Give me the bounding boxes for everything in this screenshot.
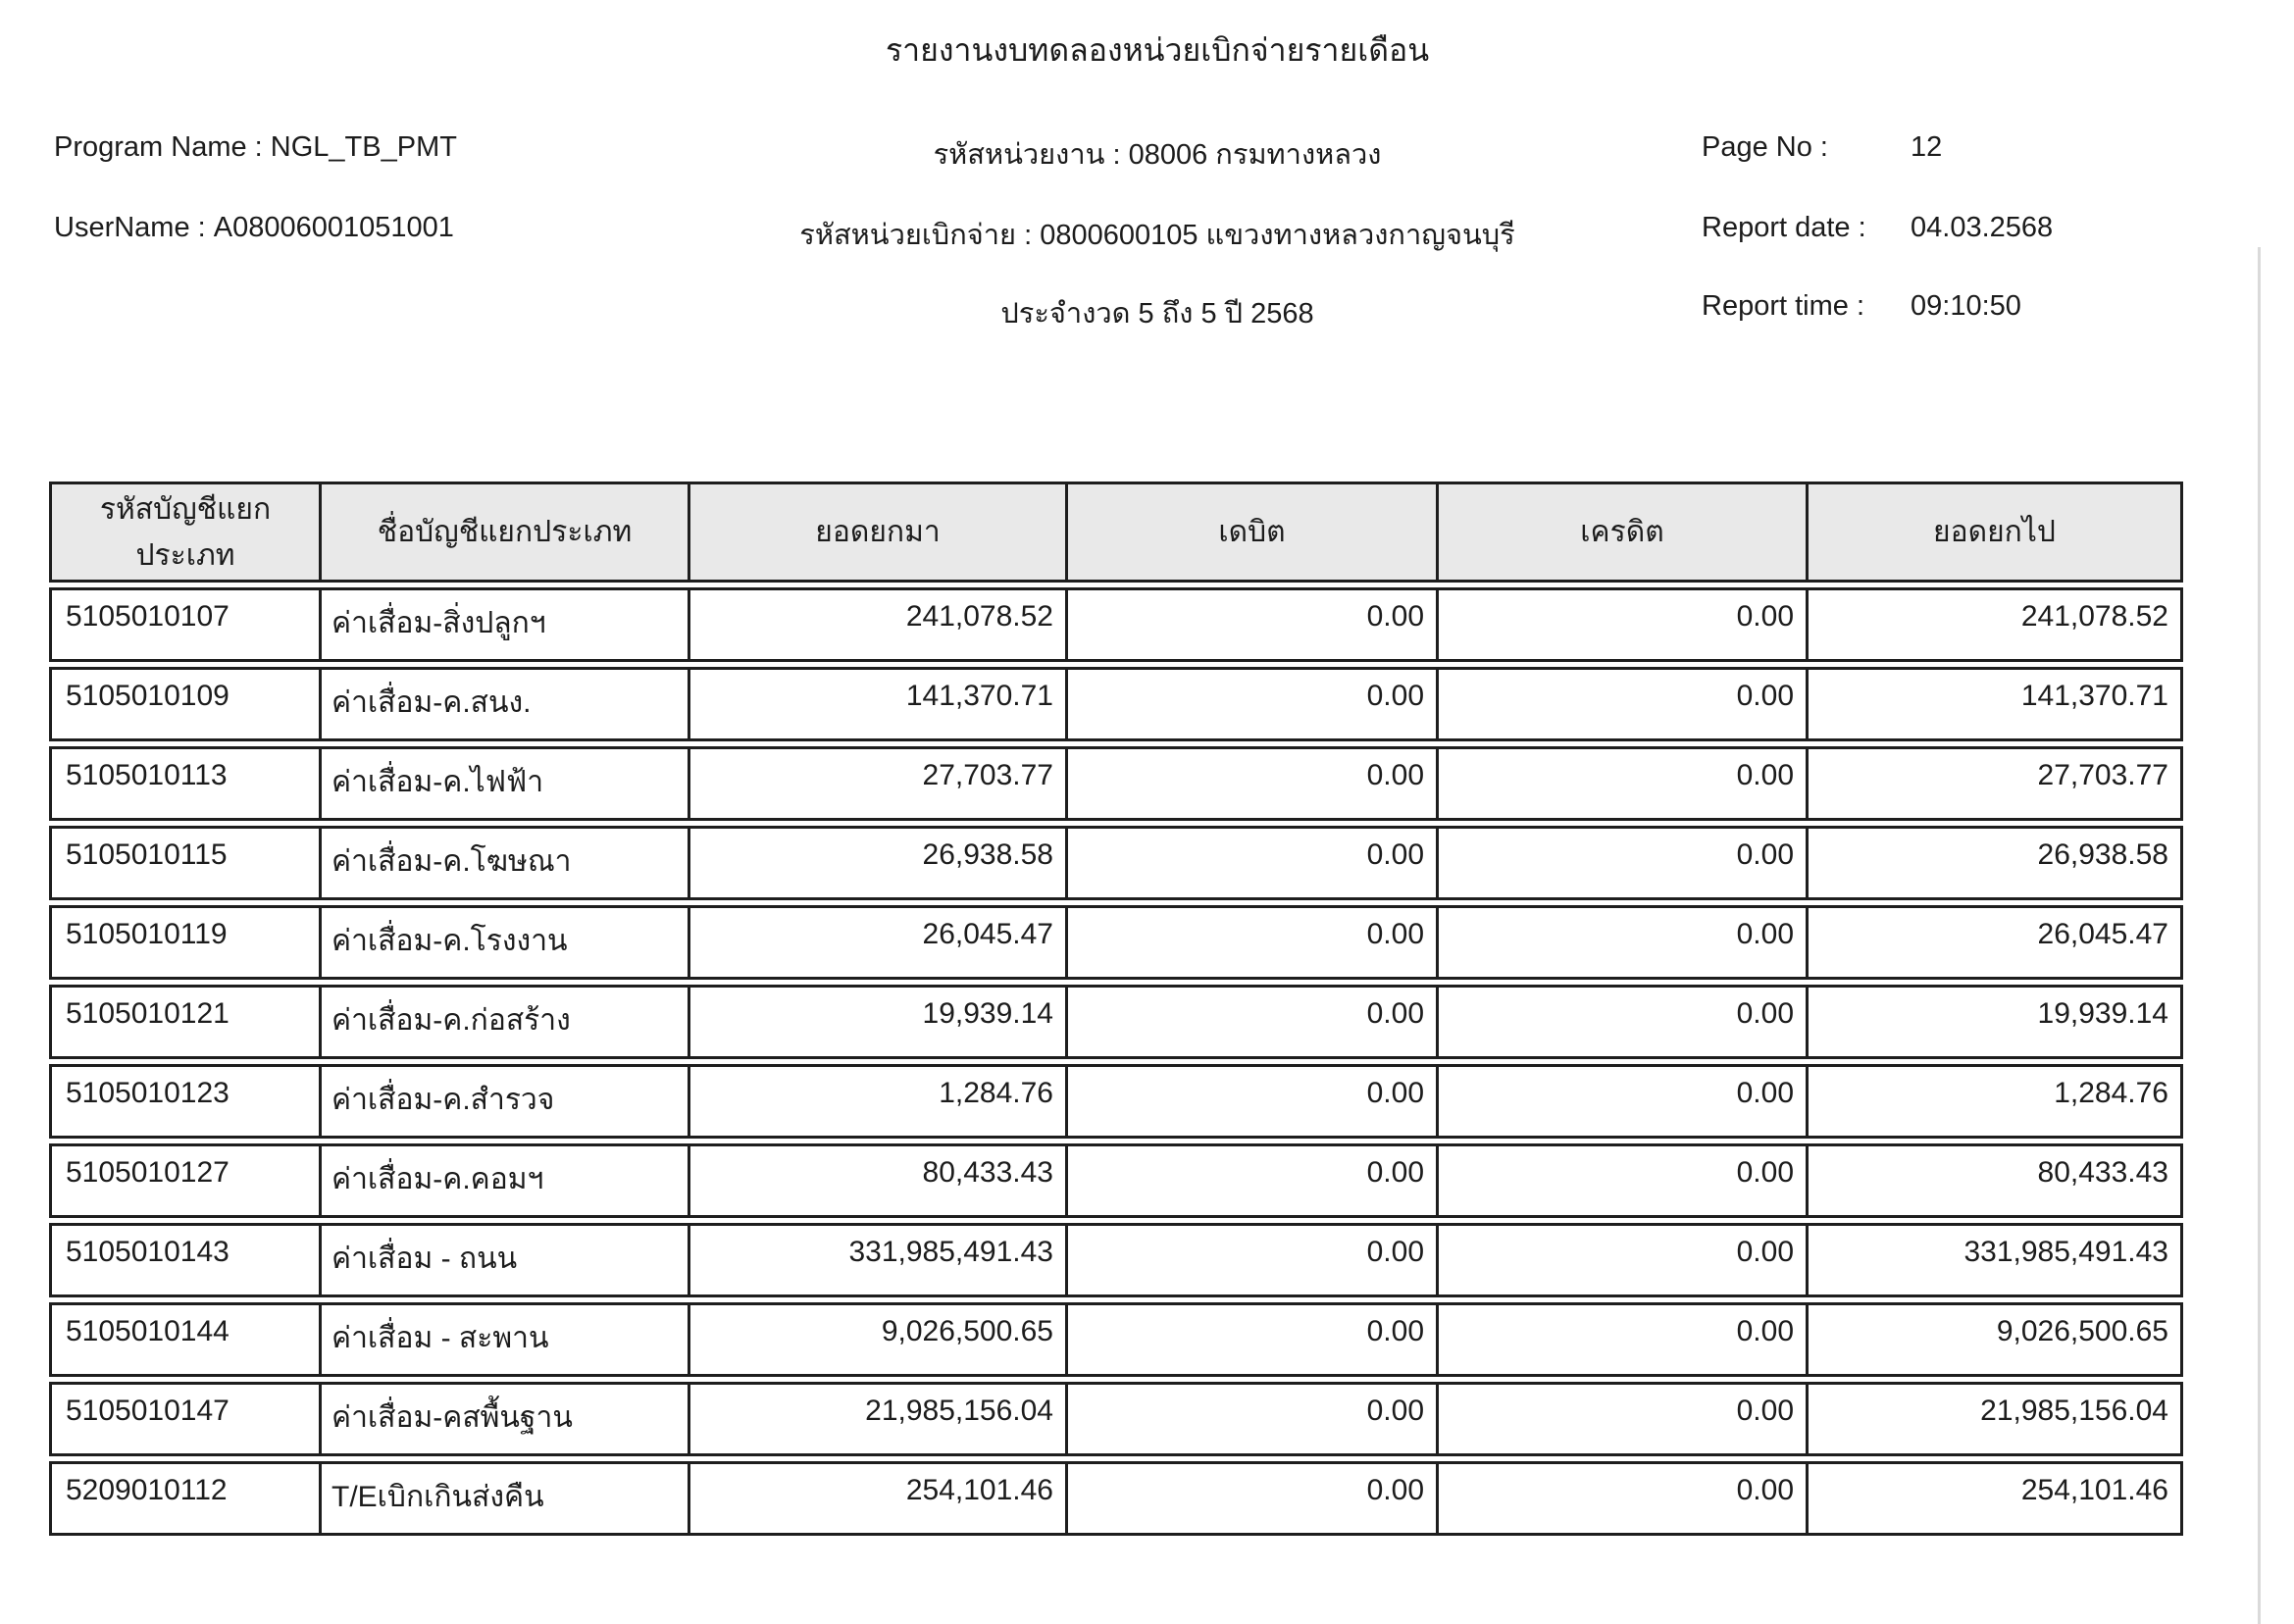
username-label: UserName : bbox=[54, 212, 206, 243]
account-name-cell: ค่าเสื่อม-ค.คอมฯ bbox=[319, 1143, 688, 1218]
account-name-cell: T/Eเบิกเกินส่งคืน bbox=[319, 1461, 688, 1536]
trial-balance-table bbox=[49, 477, 2183, 1541]
credit-cell: 0.00 bbox=[1436, 1223, 1806, 1297]
balance-carry-cell: 331,985,491.43 bbox=[1806, 1223, 2183, 1297]
balance-forward-cell: 80,433.43 bbox=[688, 1143, 1065, 1218]
account-code-cell: 5105010127 bbox=[49, 1143, 319, 1218]
debit-cell: 0.00 bbox=[1065, 1302, 1436, 1377]
table-header-row bbox=[49, 482, 2183, 583]
debit-cell: 0.00 bbox=[1065, 746, 1436, 821]
debit-cell: 0.00 bbox=[1065, 1223, 1436, 1297]
trial-balance-table-wrap bbox=[49, 477, 2183, 1541]
debit-cell: 0.00 bbox=[1065, 1143, 1436, 1218]
credit-cell: 0.00 bbox=[1436, 1064, 1806, 1139]
report-time-line bbox=[1702, 290, 2021, 323]
table-row bbox=[49, 826, 2183, 900]
debit-cell: 0.00 bbox=[1065, 1461, 1436, 1536]
header-account-code: รหัสบัญชีแยกประเภท bbox=[49, 482, 319, 583]
report-time-label: Report time : bbox=[1702, 290, 1864, 322]
page-no-value: 12 bbox=[1911, 131, 1943, 163]
credit-cell: 0.00 bbox=[1436, 1461, 1806, 1536]
balance-carry-cell: 9,026,500.65 bbox=[1806, 1302, 2183, 1377]
credit-cell: 0.00 bbox=[1436, 1302, 1806, 1377]
account-code-cell: 5105010143 bbox=[49, 1223, 319, 1297]
page-no-label: Page No : bbox=[1702, 131, 1828, 163]
balance-carry-cell: 19,939.14 bbox=[1806, 985, 2183, 1059]
account-name-cell: ค่าเสื่อม-ค.โรงงาน bbox=[319, 905, 688, 980]
table-row bbox=[49, 1461, 2183, 1536]
account-name-cell: ค่าเสื่อม-ค.ไฟฟ้า bbox=[319, 746, 688, 821]
credit-cell: 0.00 bbox=[1436, 985, 1806, 1059]
balance-forward-cell: 21,985,156.04 bbox=[688, 1382, 1065, 1456]
header-account-name: ชื่อบัญชีแยกประเภท bbox=[319, 482, 688, 583]
balance-carry-cell: 27,703.77 bbox=[1806, 746, 2183, 821]
debit-cell: 0.00 bbox=[1065, 587, 1436, 662]
table-row bbox=[49, 1223, 2183, 1297]
account-code-cell: 5105010119 bbox=[49, 905, 319, 980]
credit-cell: 0.00 bbox=[1436, 905, 1806, 980]
account-code-cell: 5105010115 bbox=[49, 826, 319, 900]
account-code-cell: 5105010144 bbox=[49, 1302, 319, 1377]
account-name-cell: ค่าเสื่อม-ค.ก่อสร้าง bbox=[319, 985, 688, 1059]
credit-cell: 0.00 bbox=[1436, 587, 1806, 662]
report-date-label: Report date : bbox=[1702, 212, 1866, 243]
username-line bbox=[54, 212, 454, 244]
program-name-label: Program Name : bbox=[54, 131, 263, 163]
username-value: A08006001051001 bbox=[213, 212, 454, 243]
account-name-cell: ค่าเสื่อม-ค.โฆษณา bbox=[319, 826, 688, 900]
balance-carry-cell: 254,101.46 bbox=[1806, 1461, 2183, 1536]
period-line: ประจำงวด 5 ถึง 5 ปี 2568 bbox=[1000, 298, 1314, 330]
account-code-cell: 5209010112 bbox=[49, 1461, 319, 1536]
table-row bbox=[49, 905, 2183, 980]
page-no-line bbox=[1702, 131, 1942, 164]
account-code-cell: 5105010113 bbox=[49, 746, 319, 821]
balance-carry-cell: 21,985,156.04 bbox=[1806, 1382, 2183, 1456]
debit-cell: 0.00 bbox=[1065, 826, 1436, 900]
account-code-cell: 5105010109 bbox=[49, 667, 319, 741]
balance-forward-cell: 254,101.46 bbox=[688, 1461, 1065, 1536]
balance-forward-cell: 26,938.58 bbox=[688, 826, 1065, 900]
credit-cell: 0.00 bbox=[1436, 746, 1806, 821]
credit-cell: 0.00 bbox=[1436, 826, 1806, 900]
debit-cell: 0.00 bbox=[1065, 985, 1436, 1059]
balance-forward-cell: 241,078.52 bbox=[688, 587, 1065, 662]
header-debit: เดบิต bbox=[1065, 482, 1436, 583]
balance-carry-cell: 26,045.47 bbox=[1806, 905, 2183, 980]
table-row bbox=[49, 1302, 2183, 1377]
report-date-value: 04.03.2568 bbox=[1911, 212, 2054, 243]
credit-cell: 0.00 bbox=[1436, 667, 1806, 741]
account-name-cell: ค่าเสื่อม-ค.สำรวจ bbox=[319, 1064, 688, 1139]
account-code-cell: 5105010147 bbox=[49, 1382, 319, 1456]
header-credit: เครดิต bbox=[1436, 482, 1806, 583]
agency-line: รหัสหน่วยงาน : 08006 กรมทางหลวง bbox=[933, 139, 1382, 171]
credit-cell: 0.00 bbox=[1436, 1382, 1806, 1456]
table-row bbox=[49, 1064, 2183, 1139]
balance-carry-cell: 241,078.52 bbox=[1806, 587, 2183, 662]
balance-carry-cell: 26,938.58 bbox=[1806, 826, 2183, 900]
balance-carry-cell: 1,284.76 bbox=[1806, 1064, 2183, 1139]
credit-cell: 0.00 bbox=[1436, 1143, 1806, 1218]
report-date-line bbox=[1702, 212, 2053, 244]
scan-edge-artifact bbox=[2258, 247, 2261, 1624]
account-name-cell: ค่าเสื่อม-คสพื้นฐาน bbox=[319, 1382, 688, 1456]
debit-cell: 0.00 bbox=[1065, 1064, 1436, 1139]
table-row bbox=[49, 985, 2183, 1059]
balance-forward-cell: 141,370.71 bbox=[688, 667, 1065, 741]
account-name-cell: ค่าเสื่อม-สิ่งปลูกฯ bbox=[319, 587, 688, 662]
balance-forward-cell: 1,284.76 bbox=[688, 1064, 1065, 1139]
header-balance-forward: ยอดยกมา bbox=[688, 482, 1065, 583]
table-row bbox=[49, 1382, 2183, 1456]
disbursement-unit-line: รหัสหน่วยเบิกจ่าย : 0800600105 แขวงทางหลวงกาญจนบุรี bbox=[799, 220, 1515, 251]
table-row bbox=[49, 1143, 2183, 1218]
balance-forward-cell: 9,026,500.65 bbox=[688, 1302, 1065, 1377]
balance-carry-cell: 80,433.43 bbox=[1806, 1143, 2183, 1218]
account-code-cell: 5105010123 bbox=[49, 1064, 319, 1139]
balance-forward-cell: 331,985,491.43 bbox=[688, 1223, 1065, 1297]
program-name-value: NGL_TB_PMT bbox=[270, 131, 457, 163]
report-time-value: 09:10:50 bbox=[1911, 290, 2021, 322]
account-name-cell: ค่าเสื่อม - สะพาน bbox=[319, 1302, 688, 1377]
balance-forward-cell: 26,045.47 bbox=[688, 905, 1065, 980]
account-name-cell: ค่าเสื่อม - ถนน bbox=[319, 1223, 688, 1297]
balance-carry-cell: 141,370.71 bbox=[1806, 667, 2183, 741]
program-name-line bbox=[54, 131, 457, 164]
account-code-cell: 5105010107 bbox=[49, 587, 319, 662]
debit-cell: 0.00 bbox=[1065, 667, 1436, 741]
account-name-cell: ค่าเสื่อม-ค.สนง. bbox=[319, 667, 688, 741]
header-balance-carry: ยอดยกไป bbox=[1806, 482, 2183, 583]
debit-cell: 0.00 bbox=[1065, 905, 1436, 980]
table-row bbox=[49, 587, 2183, 662]
balance-forward-cell: 27,703.77 bbox=[688, 746, 1065, 821]
table-row bbox=[49, 667, 2183, 741]
report-title: รายงานงบทดลองหน่วยเบิกจ่ายรายเดือน bbox=[885, 32, 1430, 68]
balance-forward-cell: 19,939.14 bbox=[688, 985, 1065, 1059]
debit-cell: 0.00 bbox=[1065, 1382, 1436, 1456]
account-code-cell: 5105010121 bbox=[49, 985, 319, 1059]
table-row bbox=[49, 746, 2183, 821]
